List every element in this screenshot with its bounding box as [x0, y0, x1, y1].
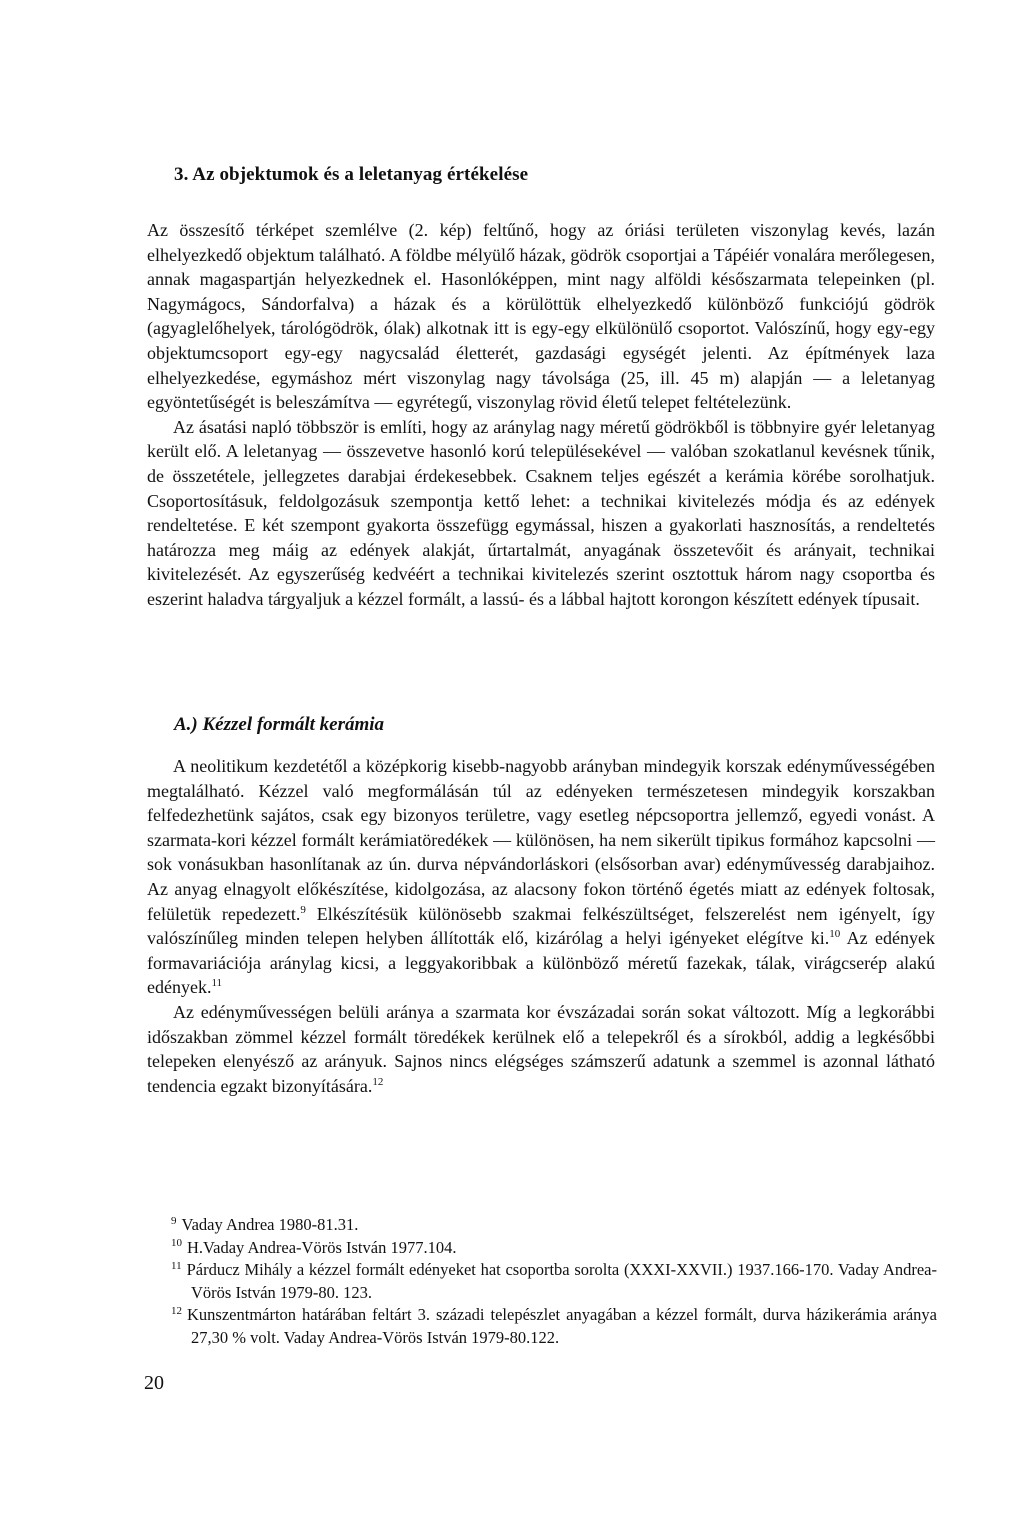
footnote-ref: 10	[829, 928, 841, 941]
footnote-ref: 11	[211, 977, 223, 990]
footnote-number: 11	[171, 1259, 182, 1272]
paragraph: Az összesítő térképet szemlélve (2. kép) feltűnő, hogy az óriási területen viszonylag kevés, lazán elhelyezkedő objektum található. A földbe mélyülő házak, gödrök csoportjai a Tápéiér vonalára merőlegesen, annak magaspartján helyezkednek el. Hasonlóképpen, mint nagy alföldi későszarmata telepeinken (pl. Nagymágocs, Sándorfalva) a házak és a körülöttük elhelyezkedő különböző funkciójú gödrök (agyaglelőhelyek, tárológödrök, ólak) alkotnak itt is egy-egy elkülönülő csoportot. Valószínű, hogy egy-egy objektumcsoport egy-egy nagycsalád életterét, gazdasági egységét jelenti. Az építmények laza elhelyezkedése, egymáshoz mért viszonylag nagy távolsága (25, ill. 45 m) alapján — a leletanyag egyöntetűségét is beleszámítva — egyrétegű, viszonylag rövid életű telepet feltételezünk.	[147, 220, 935, 413]
footnote	[173, 1259, 937, 1304]
footnote-text: Párducz Mihály a kézzel formált edényeket hat csoportba sorolta (XXXI-XXVII.) 1937.166-170. Vaday Andrea-Vörös István 1979-80. 123.	[186, 1260, 937, 1302]
subsection-heading: A.) Kézzel formált kerámia	[174, 714, 385, 735]
page-number: 20	[144, 1372, 164, 1394]
footnote-number: 12	[171, 1304, 182, 1317]
paragraph: Az ásatási napló többször is említi, hogy az aránylag nagy méretű gödrökből is többnyire gyér leletanyag került elő. A leletanyag — összevetve hasonló korú településekével — valóban szokatlanul kevésnek tűnik, de összetétele, jellegzetes darabjai érdekesebbek. Csaknem teljes egészét a kerámia körébe sorolhatjuk. Csoportosításuk, feldolgozásuk szempontja kettő lehet: a technikai kivitelezés módja és az edények rendeltetése. E két szempont gyakorta összefügg egymással, hiszen a gyakorlati hasznosítás, a rendeltetés határozza meg máig az edények alakját, űrtartalmát, anyagának összetevőit és arányait, technikai kivitelezését. Az egyszerűség kedvéért a technikai kivitelezés szerint osztottuk három nagy csoportba és eszerint haladva tárgyaljuk a kézzel formált, a lassú- és a lábbal hajtott korongon készített edények típusait.	[147, 416, 935, 609]
footnote	[173, 1304, 937, 1349]
paragraph	[147, 1000, 935, 1098]
paragraph	[147, 754, 935, 1000]
paragraph-text: A neolitikum kezdetétől a középkorig kisebb-nagyobb arányban mindegyik korszak edényművességében megtalálható. Kézzel való megformálásán túl az edényeken természetesen mindegyik korszakban felfedezhetünk sajátos, csak egy bizonyos területre, vagy esetleg népcsoportra jellemző, egyedi vonást. A szarmata-kori kézzel formált kerámiatöredékek — különösen, ha nem sikerült tipikus formához kapcsolni — sok vonásukban hasonlítanak az ún. durva népvándorláskori (elsősorban avar) edényművesség darabjaihoz. Az anyag elnagyolt előkészítése, kidolgozása, az alacsony fokon történő égetés miatt az edények foltosak, felületük repedezett.	[147, 756, 935, 924]
footnote-ref: 9	[300, 903, 306, 916]
paragraph-text: Az edényművességen belüli aránya a szarmata kor évszázadai során sokat változott. Míg a legkorábbi időszakban zömmel kézzel formált töredékek kerülnek elő a telepekről és a sírokból, addig a legkésőbbi telepeken elenyésző az arányuk. Sajnos nincs elégséges számszerű adatunk a szemmel is azonnal látható tendencia egzakt bizonyítására.	[147, 1001, 935, 1096]
section-heading: 3. Az objektumok és a leletanyag értékelése	[174, 164, 529, 185]
footnote-text: H.Vaday Andrea-Vörös István 1977.104.	[187, 1237, 457, 1257]
footnote-text: Vaday Andrea 1980-81.31.	[181, 1215, 359, 1234]
paragraph-text: Elkészítésük különösebb szakmai felkészültséget, felszerelést nem igényelt, így valószínűleg minden telepen helyben állították elő, kizárólag a helyi igényeket elégítve ki.	[147, 903, 935, 949]
footnote	[173, 1214, 937, 1237]
body-text-section-a	[147, 754, 935, 1098]
footnotes	[147, 1214, 937, 1349]
paragraph-text: Az edények formavariációja aránylag kicsi, a leggyakoribbak a különböző méretű fazekak, tálak, virágcserép alakú edények.	[147, 928, 935, 998]
footnote-text: Kunszentmárton határában feltárt 3. századi telepészlet anyagában a kézzel formált, durva házikerámia aránya 27,30 % volt. Vaday Andrea-Vörös István 1979-80.122.	[187, 1305, 937, 1347]
footnote	[173, 1237, 937, 1260]
body-text-section-3	[147, 218, 935, 612]
footnote-ref: 12	[372, 1075, 384, 1088]
footnote-number: 9	[171, 1214, 177, 1227]
footnote-number: 10	[171, 1237, 182, 1249]
